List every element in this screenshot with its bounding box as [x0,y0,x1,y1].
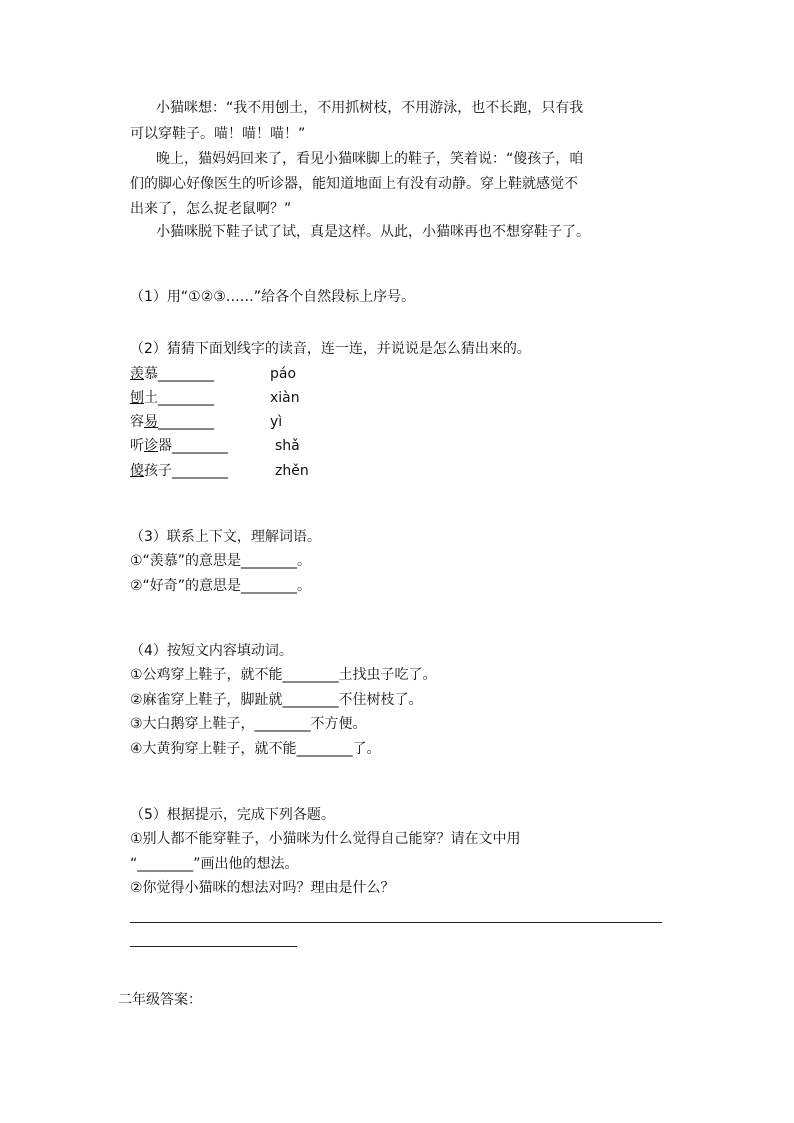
q2-item-5: 傻孩子________ [130,463,228,479]
story-p3-line1: 小猫咪脱下鞋子试了试，真是这样。从此，小猫咪再也不想穿鞋子了。 [156,224,590,240]
q4-item-3: ③大白鹅穿上鞋子，________不方便。 [130,716,367,732]
q2-pinyin-4: shǎ [275,438,300,454]
underlined-char: 傻 [130,463,144,479]
q4-item-2: ②麻雀穿上鞋子，脚趾就________不住树枝了。 [130,692,423,708]
story-p2-line3: 出来了，怎么捉老鼠啊？” [130,201,292,217]
q4-item-1: ①公鸡穿上鞋子，就不能________土找虫子吃了。 [130,667,437,683]
q2-title: （2）猜猜下面划线字的读音，连一连，并说说是怎么猜出来的。 [130,341,531,357]
q5-title: （5）根据提示，完成下列各题。 [130,807,335,823]
q2-pinyin-3: yì [270,414,283,430]
q4-title: （4）按短文内容填动词。 [130,643,293,659]
story-p2-line2: 们的脚心好像医生的听诊器，能知道地面上有没有动静。穿上鞋就感觉不 [130,176,578,192]
underlined-char: 羡 [130,366,144,382]
q2-item-4: 听诊器________ [130,438,228,454]
story-p1-line2: 可以穿鞋子。喵！喵！喵！” [130,126,306,142]
q2-item-2: 刨土________ [130,390,214,406]
underlined-char: 诊 [144,438,158,454]
answers-heading: 二年级答案： [118,992,202,1008]
answer-line-2 [130,946,297,947]
q1-text: （1）用“①②③……”给各个自然段标上序号。 [130,289,416,305]
story-p2-line1: 晚上，猫妈妈回来了，看见小猫咪脚上的鞋子，笑着说：“傻孩子，咱 [156,151,584,167]
answer-line-1 [130,922,662,923]
q2-pinyin-5: zhěn [275,463,309,479]
story-p1-line1: 小猫咪想：“我不用刨土，不用抓树枝，不用游泳，也不长跑，只有我 [156,100,584,116]
q5-line1: ①别人都不能穿鞋子，小猫咪为什么觉得自己能穿？请在文中用 [130,831,521,847]
q5-line2: “________”画出他的想法。 [130,856,299,872]
q5-line3: ②你觉得小猫咪的想法对吗？理由是什么？ [130,880,395,896]
underlined-char: 刨 [130,390,144,406]
q3-item-1: ①“羡慕”的意思是________。 [130,553,312,569]
q2-pinyin-1: páo [270,366,297,382]
q4-item-4: ④大黄狗穿上鞋子，就不能________了。 [130,741,381,757]
q3-item-2: ②“好奇”的意思是________。 [130,578,312,594]
q3-title: （3）联系上下文，理解词语。 [130,529,321,545]
underlined-char: 易 [144,414,158,430]
q2-item-1: 羡慕________ [130,366,214,382]
q2-pinyin-2: xiàn [270,390,300,406]
q2-item-3: 容易________ [130,414,214,430]
